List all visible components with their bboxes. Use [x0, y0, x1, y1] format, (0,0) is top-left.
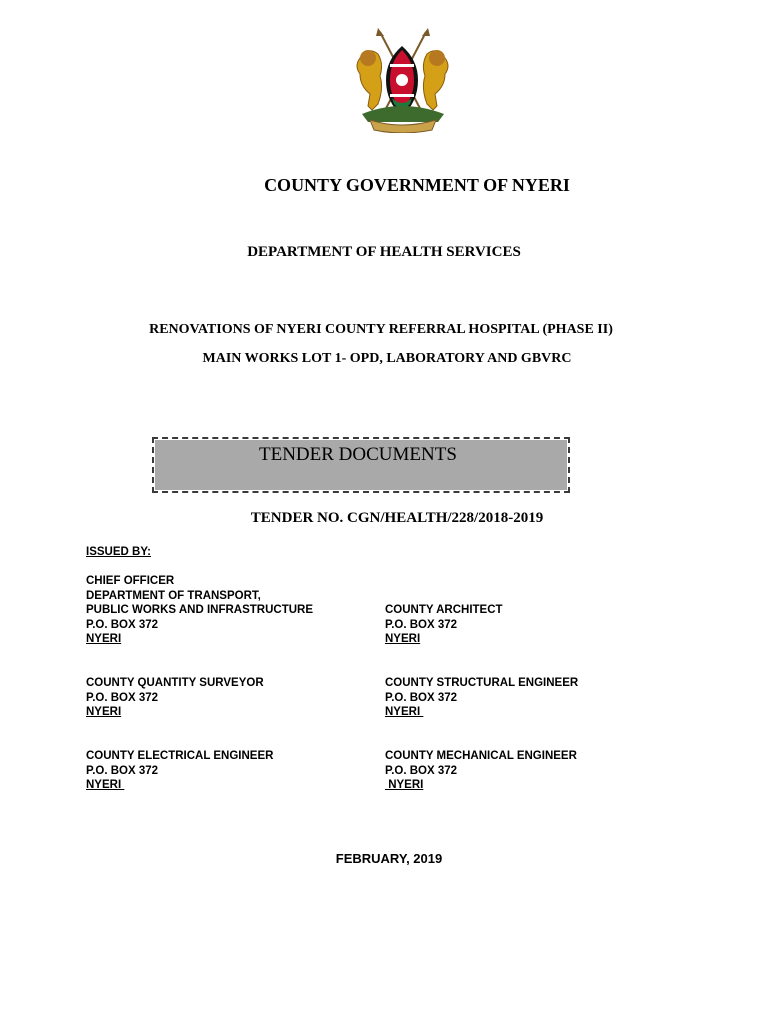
address-line: P.O. BOX 372: [86, 691, 159, 704]
address-line: COUNTY MECHANICAL ENGINEER: [385, 750, 577, 762]
address-line: P.O. BOX 372: [86, 618, 159, 631]
address-line: NYERI: [86, 633, 122, 645]
address-line: CHIEF OFFICER: [86, 575, 175, 587]
project-title-line2: MAIN WORKS LOT 1- OPD, LABORATORY AND GBVRC: [202, 351, 572, 366]
address-line: P.O. BOX 372: [385, 764, 458, 777]
structural-engineer-address: [385, 676, 578, 720]
address-line: NYERI: [86, 779, 125, 791]
tender-number: TENDER NO. CGN/HEALTH/228/2018-2019: [250, 510, 544, 526]
address-line: NYERI: [385, 779, 424, 791]
county-title: COUNTY GOVERNMENT OF NYERI: [264, 175, 570, 195]
issued-by-label: ISSUED BY:: [86, 546, 151, 558]
tender-documents-box: [155, 440, 567, 490]
address-line: NYERI: [385, 706, 424, 718]
address-line: NYERI: [385, 633, 421, 645]
address-line: P.O. BOX 372: [385, 618, 458, 631]
document-date: FEBRUARY, 2019: [335, 851, 443, 866]
address-line: NYERI: [86, 706, 122, 718]
coat-of-arms-logo: [340, 28, 465, 133]
address-line: COUNTY STRUCTURAL ENGINEER: [385, 677, 579, 689]
address-line: DEPARTMENT OF TRANSPORT,: [86, 589, 261, 602]
chief-officer-address: [86, 574, 313, 647]
tender-documents-title: TENDER DOCUMENTS: [259, 444, 457, 465]
address-line: COUNTY QUANTITY SURVEYOR: [86, 677, 264, 689]
architect-address: [385, 603, 503, 647]
mechanical-engineer-address: [385, 749, 577, 793]
electrical-engineer-address: [86, 749, 273, 793]
address-line: P.O. BOX 372: [86, 764, 159, 777]
address-line: P.O. BOX 372: [385, 691, 458, 704]
project-title-line1: RENOVATIONS OF NYERI COUNTY REFERRAL HOSPITAL (PHASE II): [149, 322, 613, 337]
quantity-surveyor-address: [86, 676, 264, 720]
address-line: PUBLIC WORKS AND INFRASTRUCTURE: [86, 604, 314, 616]
department-title: DEPARTMENT OF HEALTH SERVICES: [247, 244, 521, 260]
address-line: COUNTY ELECTRICAL ENGINEER: [86, 750, 274, 762]
address-line: COUNTY ARCHITECT: [385, 604, 503, 616]
